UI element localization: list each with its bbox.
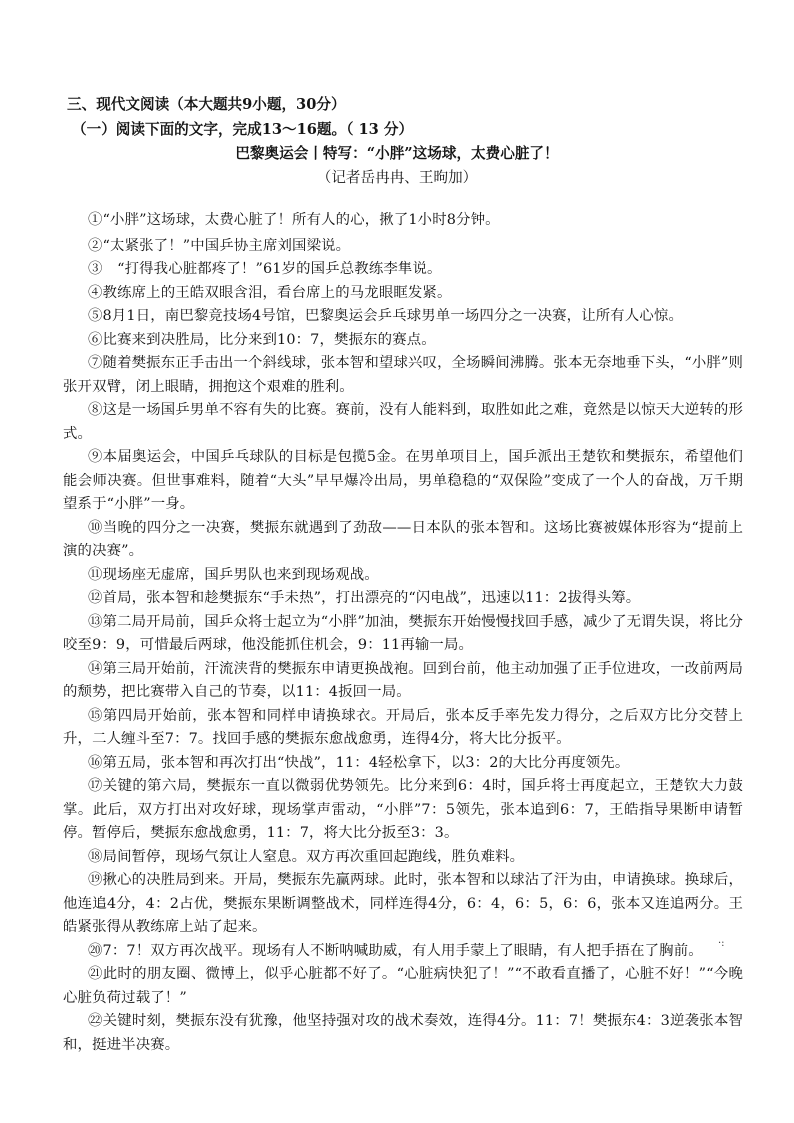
paragraph-1: ①“小胖”这场球，太费心脏了！所有人的心，揪了1小时8分钟。 <box>88 212 500 228</box>
paragraph-12: ⑫首局，张本智和趁樊振东“手未热”，打出漂亮的“闪电战”，迅速以11：2拔得头筹。 <box>88 590 641 606</box>
section-heading: 三、现代文阅读（本大题共9小题，30分） <box>67 96 346 113</box>
paragraph-14: ⑭第三局开始前，汗流浃背的樊振东申请更换战袍。回到台前，他主动加强了正手位进攻，一改前两局的颓势，把比赛带入自己的节奏，以11：4扳回一局。 <box>63 660 743 700</box>
paragraph-2: ②“太紧张了！”中国乒协主席刘国梁说。 <box>88 237 351 254</box>
article-body <box>63 209 743 1057</box>
paragraph-6: ⑥比赛来到决胜局，比分来到10：7，樊振东的赛点。 <box>88 331 436 348</box>
paragraph-10: ⑩当晚的四分之一决赛，樊振东就遇到了劲敌——日本队的张本智和。这场比赛被媒体形容为“提前上演的决赛”。 <box>63 519 743 559</box>
paragraph-22: ㉒关键时刻，樊振东没有犹豫，他坚持强对攻的战术奏效，连得4分。11：7！樊振东4：3逆袭张本智和，挺进半决赛。 <box>63 1013 743 1053</box>
paragraph-4: ④教练席上的王皓双眼含泪，看台席上的马龙眼眶发紧。 <box>88 284 452 301</box>
paragraph-3: ③ “打得我心脏都疼了！”61岁的国乒总教练李隼说。 <box>88 261 442 277</box>
article-title: 巴黎奥运会丨特写：“小胖”这场球，太费心脏了！ <box>235 145 559 162</box>
paragraph-16: ⑯第五局，张本智和再次打出“快战”，11：4轻松拿下，以3：2的大比分再度领先。 <box>88 754 630 771</box>
paragraph-7: ⑦随着樊振东正手击出一个斜线球，张本智和望球兴叹，全场瞬间沸腾。张本无奈地垂下头，“小胖”则张开双臂，闭上眼睛，拥抱这个艰难的胜利。 <box>63 355 743 395</box>
paragraph-13: ⑬第二局开局前，国乒众将士起立为“小胖”加油，樊振东开始慢慢找回手感，减少了无谓失误，将比分咬至9：9，可惜最后两球，他没能抓住机会，9：11再输一局。 <box>63 613 743 653</box>
paragraph-8: ⑧这是一场国乒男单不容有失的比赛。赛前，没有人能料到，取胜如此之难，竟然是以惊天大逆转的形式。 <box>63 402 743 442</box>
paragraph-11: ⑪现场座无虚席，国乒男队也来到现场观战。 <box>88 566 379 583</box>
paragraph-15: ⑮第四局开始前，张本智和同样申请换球衣。开局后，张本反手率先发力得分，之后双方比分交替上升，二人缠斗至7：7。找回手感的樊振东愈战愈勇，连得4分，将大比分扳平。 <box>63 707 743 747</box>
paragraph-18: ⑱局间暂停，现场气氛让人窒息。双方再次重回起跑线，胜负难料。 <box>88 848 525 865</box>
paragraph-17: ⑰关键的第六局，樊振东一直以微弱优势领先。比分来到6：4时，国乒将士再度起立，王楚钦大力鼓掌。此后，双方打出对攻好球，现场掌声雷动，“小胖”7：5领先，张本追到6：7，王皓指导果断申请暂停。暂停后，樊振东愈战愈勇，11：7，将大比分扳至3：3。 <box>63 778 743 841</box>
question-instruction: （一）阅读下面的文字，完成13～16题。（ 13 分） <box>72 121 414 138</box>
paragraph-21: ㉑此时的朋友圈、微博上，似乎心脏都不好了。“心脏病快犯了！”“不敢看直播了，心脏不好！”“今晚心脏负荷过载了！” <box>63 966 743 1006</box>
paragraph-19: ⑲揪心的决胜局到来。开局，樊振东先赢两球。此时，张本智和以球沾了汗为由，申请换球。换球后，他连追4分，4：2占优，樊振东果断调整战术，同样连得4分，6：4，6：5，6：6，张本又连追两分。王皓紧张得从教练席上站了起来。 <box>63 872 743 935</box>
paragraph-20: ⑳7：7！双方再次战平。现场有人不断呐喊助威，有人用手蒙上了眼睛，有人把手捂在了胸前。 <box>88 942 703 959</box>
article-byline: （记者岳冉冉、王昫加） <box>316 169 478 186</box>
scan-mark: ·: <box>718 938 725 949</box>
paragraph-9: ⑨本届奥运会，中国乒乓球队的目标是包揽5金。在男单项目上，国乒派出王楚钦和樊振东，希望他们能会师决赛。但世事难料，随着“大头”早早爆冷出局，男单稳稳的“双保险”变成了一个人的奋战，万千期望系于“小胖”一身。 <box>63 449 743 512</box>
paragraph-5: ⑤8月1日，南巴黎竞技场4号馆，巴黎奥运会乒乓球男单一场四分之一决赛，让所有人心惊。 <box>88 308 684 324</box>
